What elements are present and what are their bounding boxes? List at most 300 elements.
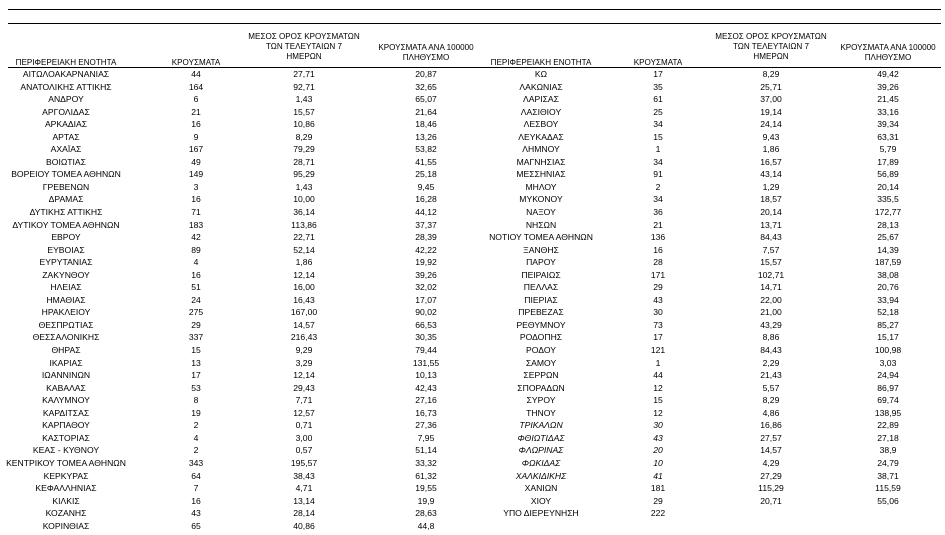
right-cases-value: 34: [653, 119, 663, 130]
left-region-name: ΚΙΛΚΙΣ: [52, 495, 80, 506]
table-row: [0, 495, 945, 508]
right-per100k-value: 24,94: [877, 370, 899, 381]
left-cases-value: 343: [188, 457, 204, 468]
left-per100k-value: 61,32: [415, 470, 437, 481]
right-per100k-value: 39,26: [877, 81, 899, 92]
table-row: [0, 407, 945, 420]
left-region-name: ΚΑΡΠΑΘΟΥ: [42, 420, 90, 431]
right-cases-value: 43: [653, 294, 663, 305]
left-region-name: ΚΕΑΣ - ΚΥΘΝΟΥ: [32, 445, 100, 456]
left-region-name: ΑΝΔΡΟΥ: [48, 94, 84, 105]
left-region-name: ΘΕΣΣΑΛΟΝΙΚΗΣ: [32, 332, 100, 343]
left-avg7-value: 95,29: [293, 169, 315, 180]
right-per100k-value: 20,76: [877, 282, 899, 293]
right-region-name: ΣΑΜΟΥ: [525, 357, 557, 368]
right-cases-value: 41: [653, 470, 663, 481]
left-per100k-value: 51,14: [415, 445, 437, 456]
table-row: [0, 470, 945, 483]
left-region-name: ΔΥΤΙΚΗΣ ΑΤΤΙΚΗΣ: [29, 207, 103, 218]
left-region-name: ΑΧΑΪΑΣ: [50, 144, 82, 155]
header-per100k-left: [378, 43, 473, 63]
left-per100k-value: 131,55: [412, 357, 440, 368]
right-cases-value: 28: [653, 257, 663, 268]
right-per100k-value: 335,5: [877, 194, 899, 205]
right-avg7-value: 21,43: [760, 370, 782, 381]
right-cases-value: 16: [653, 244, 663, 255]
left-avg7-value: 10,00: [293, 194, 315, 205]
left-per100k-value: 25,18: [415, 169, 437, 180]
right-per100k-value: 17,89: [877, 156, 899, 167]
right-per100k-value: 38,9: [879, 445, 897, 456]
left-cases-value: 167: [188, 144, 204, 155]
left-region-name: ΑΝΑΤΟΛΙΚΗΣ ΑΤΤΙΚΗΣ: [20, 81, 112, 92]
header-avg-line1: ΜΕΣΟΣ ΟΡΟΣ ΚΡΟΥΣΜΑΤΩΝ: [715, 32, 827, 41]
left-avg7-value: 216,43: [290, 332, 318, 343]
right-region-name: ΣΠΟΡΑΔΩΝ: [517, 382, 565, 393]
right-avg7-value: 16,86: [760, 420, 782, 431]
right-region-name: ΠΙΕΡΙΑΣ: [524, 294, 558, 305]
right-per100k-value: 172,77: [874, 207, 902, 218]
right-avg7-value: 21,00: [760, 307, 782, 318]
left-region-name: ΚΕΝΤΡΙΚΟΥ ΤΟΜΕΑ ΑΘΗΝΩΝ: [6, 457, 126, 468]
left-per100k-value: 9,45: [417, 181, 435, 192]
left-avg7-value: 79,29: [293, 144, 315, 155]
left-per100k-value: 32,02: [415, 282, 437, 293]
left-avg7-value: 22,71: [293, 232, 315, 243]
left-cases-value: 6: [193, 94, 199, 105]
left-per100k-value: 44,8: [417, 520, 435, 531]
left-per100k-value: 16,28: [415, 194, 437, 205]
left-avg7-value: 12,14: [293, 269, 315, 280]
left-avg7-value: 14,57: [293, 319, 315, 330]
left-avg7-value: 15,57: [293, 106, 315, 117]
right-avg7-value: 20,14: [760, 207, 782, 218]
left-cases-value: 16: [191, 495, 201, 506]
right-cases-value: 15: [653, 395, 663, 406]
left-region-name: ΒΟΡΕΙΟΥ ΤΟΜΕΑ ΑΘΗΝΩΝ: [11, 169, 121, 180]
table-row: [0, 306, 945, 319]
left-region-name: ΚΟΡΙΝΘΙΑΣ: [42, 520, 90, 531]
right-region-name: ΠΕΛΛΑΣ: [523, 282, 559, 293]
right-avg7-value: 16,57: [760, 156, 782, 167]
left-per100k-value: 16,73: [415, 407, 437, 418]
right-cases-value: 25: [653, 106, 663, 117]
right-region-name: ΣΕΡΡΩΝ: [523, 370, 559, 381]
left-cases-value: 89: [191, 244, 201, 255]
left-region-name: ΕΒΡΟΥ: [51, 232, 81, 243]
left-cases-value: 164: [188, 81, 204, 92]
left-per100k-value: 27,16: [415, 395, 437, 406]
table-row: [0, 520, 945, 533]
left-avg7-value: 28,71: [293, 156, 315, 167]
right-avg7-value: 37,00: [760, 94, 782, 105]
left-per100k-value: 30,35: [415, 332, 437, 343]
right-cases-value: 20: [653, 445, 663, 456]
right-region-name: ΝΟΤΙΟΥ ΤΟΜΕΑ ΑΘΗΝΩΝ: [489, 232, 593, 243]
left-avg7-value: 27,71: [293, 69, 315, 79]
left-cases-value: 65: [191, 520, 201, 531]
table-row: [0, 331, 945, 344]
left-avg7-value: 0,71: [295, 420, 313, 431]
left-per100k-value: 13,26: [415, 131, 437, 142]
table-row: [0, 143, 945, 156]
left-avg7-value: 29,43: [293, 382, 315, 393]
left-per100k-value: 37,37: [415, 219, 437, 230]
left-avg7-value: 3,00: [295, 432, 313, 443]
right-per100k-value: 20,14: [877, 181, 899, 192]
right-per100k-value: 15,17: [877, 332, 899, 343]
left-region-name: ΖΑΚΥΝΘΟΥ: [42, 269, 90, 280]
right-cases-value: 29: [653, 282, 663, 293]
left-cases-value: 15: [191, 345, 201, 356]
left-region-name: ΙΩΑΝΝΙΝΩΝ: [41, 370, 91, 381]
table-row: [0, 394, 945, 407]
right-region-name: ΤΗΝΟΥ: [526, 407, 556, 418]
left-per100k-value: 17,07: [415, 294, 437, 305]
left-avg7-value: 0,57: [295, 445, 313, 456]
left-per100k-value: 19,55: [415, 483, 437, 494]
table-row: [0, 118, 945, 131]
left-region-name: ΓΡΕΒΕΝΩΝ: [42, 181, 90, 192]
left-avg7-value: 195,57: [290, 457, 318, 468]
right-cases-value: 171: [650, 269, 666, 280]
right-avg7-value: 27,29: [760, 470, 782, 481]
right-region-name: ΡΕΘΥΜΝΟΥ: [516, 319, 566, 330]
left-cases-value: 24: [191, 294, 201, 305]
right-avg7-value: 1,86: [762, 144, 780, 155]
left-avg7-value: 16,00: [293, 282, 315, 293]
right-per100k-value: 86,97: [877, 382, 899, 393]
header-cases-left: ΚΡΟΥΣΜΑΤΑ: [171, 58, 221, 67]
table-row: [0, 432, 945, 445]
table-row: [0, 281, 945, 294]
header-avg-right: [715, 32, 826, 62]
right-per100k-value: 33,94: [877, 294, 899, 305]
right-avg7-value: 4,86: [762, 407, 780, 418]
right-avg7-value: 9,43: [762, 131, 780, 142]
table-row: [0, 482, 945, 495]
right-avg7-value: 4,29: [762, 457, 780, 468]
header-per100k-line1: ΚΡΟΥΣΜΑΤΑ ΑΝΑ 100000: [840, 43, 936, 52]
right-per100k-value: 187,59: [874, 257, 902, 268]
right-cases-value: 36: [653, 207, 663, 218]
left-cases-value: 44: [191, 69, 201, 79]
left-region-name: ΚΑΡΔΙΤΣΑΣ: [42, 407, 90, 418]
table-row: [0, 256, 945, 269]
right-per100k-value: 56,89: [877, 169, 899, 180]
right-cases-value: 2: [655, 181, 661, 192]
left-avg7-value: 28,14: [293, 508, 315, 519]
table-row: [0, 444, 945, 457]
right-region-name: ΧΙΟΥ: [530, 495, 552, 506]
header-avg-line2: ΤΩΝ ΤΕΛΕΥΤΑΙΩΝ 7: [266, 42, 342, 51]
left-cases-value: 337: [188, 332, 204, 343]
right-cases-value: 44: [653, 370, 663, 381]
right-avg7-value: 14,71: [760, 282, 782, 293]
left-region-name: ΚΑΒΑΛΑΣ: [46, 382, 86, 393]
right-region-name: ΦΩΚΙΔΑΣ: [521, 457, 561, 468]
right-cases-value: 17: [653, 332, 663, 343]
right-cases-value: 222: [650, 508, 666, 519]
left-avg7-value: 12,57: [293, 407, 315, 418]
left-cases-value: 149: [188, 169, 204, 180]
right-cases-value: 34: [653, 194, 663, 205]
header-region-right: ΠΕΡΙΦΕΡΕΙΑΚΗ ΕΝΟΤΗΤΑ: [490, 58, 592, 67]
right-avg7-value: 84,43: [760, 232, 782, 243]
left-region-name: ΚΕΦΑΛΛΗΝΙΑΣ: [35, 483, 97, 494]
left-region-name: ΚΑΣΤΟΡΙΑΣ: [42, 432, 90, 443]
left-cases-value: 29: [191, 319, 201, 330]
right-per100k-value: 85,27: [877, 319, 899, 330]
right-cases-value: 1: [655, 357, 661, 368]
left-per100k-value: 32,65: [415, 81, 437, 92]
left-per100k-value: 65,07: [415, 94, 437, 105]
right-region-name: ΥΠΟ ΔΙΕΡΕΥΝΗΣΗ: [503, 508, 579, 519]
right-avg7-value: 14,57: [760, 445, 782, 456]
left-cases-value: 2: [193, 420, 199, 431]
table-row: [0, 193, 945, 206]
right-region-name: ΠΕΙΡΑΙΩΣ: [521, 269, 561, 280]
table-row: [0, 181, 945, 194]
left-region-name: ΗΡΑΚΛΕΙΟΥ: [41, 307, 91, 318]
left-avg7-value: 12,14: [293, 370, 315, 381]
right-per100k-value: 14,39: [877, 244, 899, 255]
left-per100k-value: 42,43: [415, 382, 437, 393]
right-avg7-value: 84,43: [760, 345, 782, 356]
right-region-name: ΣΥΡΟΥ: [526, 395, 556, 406]
left-cases-value: 183: [188, 219, 204, 230]
left-avg7-value: 40,86: [293, 520, 315, 531]
header-per100k-line2: ΠΛΗΘΥΣΜΟ: [864, 53, 912, 62]
right-cases-value: 15: [653, 131, 663, 142]
right-cases-value: 136: [650, 232, 666, 243]
right-cases-value: 91: [653, 169, 663, 180]
table-row: [0, 93, 945, 106]
left-avg7-value: 92,71: [293, 81, 315, 92]
right-avg7-value: 8,86: [762, 332, 780, 343]
left-avg7-value: 13,14: [293, 495, 315, 506]
left-per100k-value: 19,9: [417, 495, 435, 506]
left-per100k-value: 10,13: [415, 370, 437, 381]
right-cases-value: 30: [653, 307, 663, 318]
right-region-name: ΡΟΔΟΠΗΣ: [519, 332, 563, 343]
right-region-name: ΤΡΙΚΑΛΩΝ: [519, 420, 563, 431]
table-row: [0, 81, 945, 94]
right-per100k-value: 28,13: [877, 219, 899, 230]
left-avg7-value: 16,43: [293, 294, 315, 305]
header-region-left: ΠΕΡΙΦΕΡΕΙΑΚΗ ΕΝΟΤΗΤΑ: [15, 58, 117, 67]
left-cases-value: 13: [191, 357, 201, 368]
left-cases-value: 71: [191, 207, 201, 218]
right-cases-value: 73: [653, 319, 663, 330]
right-per100k-value: 38,71: [877, 470, 899, 481]
table-row: [0, 507, 945, 520]
left-cases-value: 8: [193, 395, 199, 406]
right-cases-value: 121: [650, 345, 666, 356]
right-per100k-value: 24,79: [877, 457, 899, 468]
left-region-name: ΕΥΒΟΙΑΣ: [47, 244, 85, 255]
right-region-name: ΜΕΣΣΗΝΙΑΣ: [516, 169, 566, 180]
left-avg7-value: 8,29: [295, 131, 313, 142]
table-row: [0, 294, 945, 307]
left-region-name: ΗΜΑΘΙΑΣ: [46, 294, 86, 305]
right-per100k-value: 138,95: [874, 407, 902, 418]
right-per100k-value: 55,06: [877, 495, 899, 506]
right-cases-value: 29: [653, 495, 663, 506]
header-avg-line2: ΤΩΝ ΤΕΛΕΥΤΑΙΩΝ 7: [733, 42, 809, 51]
right-avg7-value: 102,71: [757, 269, 785, 280]
left-region-name: ΔΥΤΙΚΟΥ ΤΟΜΕΑ ΑΘΗΝΩΝ: [12, 219, 120, 230]
right-cases-value: 1: [655, 144, 661, 155]
right-avg7-value: 15,57: [760, 257, 782, 268]
left-per100k-value: 20,87: [415, 69, 437, 79]
table-row: [0, 357, 945, 370]
right-avg7-value: 25,71: [760, 81, 782, 92]
left-per100k-value: 18,46: [415, 119, 437, 130]
left-cases-value: 51: [191, 282, 201, 293]
left-cases-value: 17: [191, 370, 201, 381]
right-avg7-value: 8,29: [762, 69, 780, 79]
right-per100k-value: 39,34: [877, 119, 899, 130]
right-region-name: ΛΕΥΚΑΔΑΣ: [518, 131, 564, 142]
left-avg7-value: 167,00: [290, 307, 318, 318]
right-region-name: ΜΥΚΟΝΟΥ: [519, 194, 563, 205]
right-cases-value: 34: [653, 156, 663, 167]
right-avg7-value: 5,57: [762, 382, 780, 393]
right-region-name: ΛΑΣΙΘΙΟΥ: [520, 106, 562, 117]
right-cases-value: 12: [653, 407, 663, 418]
left-per100k-value: 79,44: [415, 345, 437, 356]
left-per100k-value: 53,82: [415, 144, 437, 155]
right-cases-value: 10: [653, 457, 663, 468]
left-cases-value: 4: [193, 432, 199, 443]
right-cases-value: 17: [653, 69, 663, 79]
header-top-rule: [8, 23, 941, 24]
right-cases-value: 30: [653, 420, 663, 431]
right-per100k-value: 3,03: [879, 357, 897, 368]
right-region-name: ΛΗΜΝΟΥ: [522, 144, 560, 155]
left-cases-value: 16: [191, 119, 201, 130]
right-per100k-value: 25,67: [877, 232, 899, 243]
left-avg7-value: 1,86: [295, 257, 313, 268]
right-avg7-value: 43,29: [760, 319, 782, 330]
right-cases-value: 21: [653, 219, 663, 230]
right-per100k-value: 38,08: [877, 269, 899, 280]
left-cases-value: 21: [191, 106, 201, 117]
right-avg7-value: 18,57: [760, 194, 782, 205]
header-avg-line3: ΗΜΕΡΩΝ: [286, 52, 322, 61]
left-cases-value: 43: [191, 508, 201, 519]
left-per100k-value: 41,55: [415, 156, 437, 167]
header-cases-right: ΚΡΟΥΣΜΑΤΑ: [633, 58, 683, 67]
table-row: [0, 206, 945, 219]
right-per100k-value: 63,31: [877, 131, 899, 142]
table-row: [0, 269, 945, 282]
right-avg7-value: 19,14: [760, 106, 782, 117]
left-per100k-value: 90,02: [415, 307, 437, 318]
right-region-name: ΡΟΔΟΥ: [526, 345, 556, 356]
right-per100k-value: 52,18: [877, 307, 899, 318]
right-region-name: ΜΑΓΝΗΣΙΑΣ: [516, 156, 566, 167]
right-per100k-value: 100,98: [874, 345, 902, 356]
table-row: [0, 219, 945, 232]
left-region-name: ΑΡΓΟΛΙΔΑΣ: [42, 106, 90, 117]
left-cases-value: 19: [191, 407, 201, 418]
top-rule: [8, 9, 941, 10]
right-avg7-value: 27,57: [760, 432, 782, 443]
left-avg7-value: 1,43: [295, 181, 313, 192]
left-region-name: ΒΟΙΩΤΙΑΣ: [46, 156, 86, 167]
right-avg7-value: 7,57: [762, 244, 780, 255]
left-region-name: ΚΕΡΚΥΡΑΣ: [43, 470, 89, 481]
right-avg7-value: 2,29: [762, 357, 780, 368]
left-region-name: ΗΛΕΙΑΣ: [50, 282, 82, 293]
table-row: [0, 106, 945, 119]
left-cases-value: 53: [191, 382, 201, 393]
right-avg7-value: 115,29: [758, 483, 784, 494]
header-avg-line1: ΜΕΣΟΣ ΟΡΟΣ ΚΡΟΥΣΜΑΤΩΝ: [248, 32, 360, 41]
right-cases-value: 61: [653, 94, 663, 105]
table-row: [0, 369, 945, 382]
left-per100k-value: 33,32: [415, 457, 437, 468]
left-region-name: ΔΡΑΜΑΣ: [48, 194, 84, 205]
table-row: [0, 168, 945, 181]
table-row: [0, 382, 945, 395]
right-region-name: ΚΩ: [534, 69, 548, 79]
right-per100k-value: 27,18: [877, 432, 899, 443]
header-per100k-line2: ΠΛΗΘΥΣΜΟ: [402, 53, 450, 62]
right-per100k-value: 115,59: [875, 483, 901, 494]
right-region-name: ΛΑΚΩΝΙΑΣ: [519, 81, 563, 92]
right-avg7-value: 8,29: [762, 395, 780, 406]
right-region-name: ΝΑΞΟΥ: [526, 207, 556, 218]
right-per100k-value: 69,74: [877, 395, 899, 406]
left-cases-value: 7: [193, 483, 199, 494]
right-region-name: ΞΑΝΘΗΣ: [523, 244, 559, 255]
left-cases-value: 2: [193, 445, 199, 456]
left-cases-value: 275: [188, 307, 204, 318]
left-per100k-value: 66,53: [415, 319, 437, 330]
left-per100k-value: 44,12: [415, 207, 437, 218]
header-avg-line3: ΗΜΕΡΩΝ: [753, 52, 789, 61]
right-avg7-value: 24,14: [760, 119, 782, 130]
left-avg7-value: 3,29: [295, 357, 313, 368]
left-region-name: ΑΙΤΩΛΟΑΚΑΡΝΑΝΙΑΣ: [22, 69, 110, 79]
left-per100k-value: 28,39: [415, 232, 437, 243]
left-per100k-value: 19,92: [415, 257, 437, 268]
header-avg-left: [248, 32, 359, 62]
left-avg7-value: 52,14: [293, 244, 315, 255]
left-avg7-value: 7,71: [295, 395, 313, 406]
left-region-name: ΑΡΤΑΣ: [52, 131, 80, 142]
left-region-name: ΚΟΖΑΝΗΣ: [45, 508, 87, 519]
table-row: [0, 344, 945, 357]
header-per100k-right: [840, 43, 935, 63]
table-row: [0, 457, 945, 470]
left-region-name: ΙΚΑΡΙΑΣ: [49, 357, 83, 368]
right-region-name: ΠΡΕΒΕΖΑΣ: [518, 307, 564, 318]
left-avg7-value: 38,43: [293, 470, 315, 481]
left-region-name: ΘΗΡΑΣ: [51, 345, 81, 356]
left-avg7-value: 4,71: [295, 483, 313, 494]
right-per100k-value: 5,79: [879, 144, 897, 155]
table-row: [0, 419, 945, 432]
table-row: [0, 231, 945, 244]
right-avg7-value: 22,00: [760, 294, 782, 305]
right-avg7-value: 20,71: [760, 495, 782, 506]
left-region-name: ΚΑΛΥΜΝΟΥ: [42, 395, 90, 406]
right-cases-value: 35: [653, 81, 663, 92]
